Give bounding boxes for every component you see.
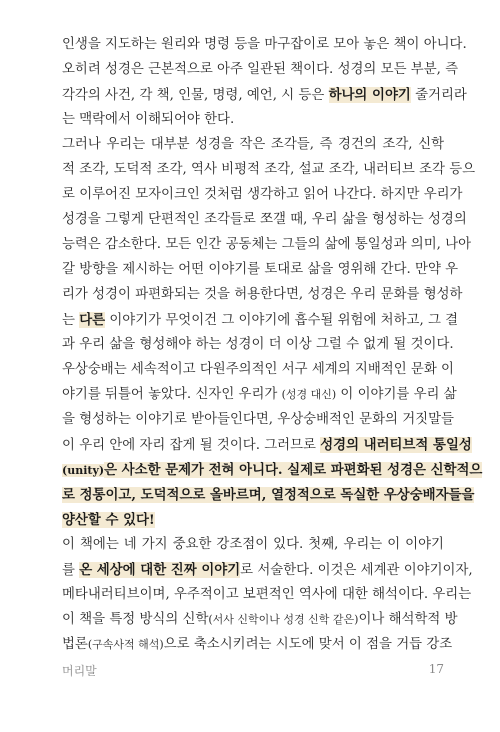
text-line: [62, 636, 453, 654]
text-line: [62, 611, 458, 629]
text-run: 로 이루어진 모자이크인 것처럼 생각하고 읽어 나간다. 하지만 우리가: [62, 187, 463, 202]
text-run: 메타내러티브이며, 우주적이고 보편적인 역사에 대한 해석이다. 우리는: [62, 587, 472, 602]
text-run: 이나 해석학적 방: [358, 612, 458, 627]
highlighted-phrase: 다른: [79, 312, 106, 328]
text-run: 로 서술한다. 이것은 세계관 이야기이자,: [240, 563, 473, 578]
text-run: 능력은 감소한다. 모든 인간 공동체는 그들의 삶에 통일성과 의미, 나아: [62, 237, 472, 252]
text-line: [62, 161, 476, 179]
text-run: 는 맥락에서 이해되어야 한다.: [62, 112, 235, 127]
text-run: 적 조각, 도덕적 조각, 역사 비평적 조각, 설교 조각, 내러티브 조각 등으: [62, 162, 476, 177]
text-line: [62, 586, 472, 604]
text-line: [62, 86, 467, 104]
text-run: 그러나 우리는 대부분 성경을 작은 조각들, 즉 경건의 조각, 신학: [62, 137, 444, 152]
text-run: 줄거리라: [410, 88, 467, 103]
text-line: [62, 211, 467, 229]
highlighted-phrase: 로 정통이고, 도덕적으로 올바르며, 열정적으로 독실한 우상숭배자들을: [62, 487, 475, 503]
text-run: 각각의 사건, 각 책, 인물, 명령, 예언, 시 등은: [62, 88, 329, 103]
text-run: 갈 방향을 제시하는 어떤 이야기를 토대로 삶을 영위해 간다. 만약 우: [62, 262, 459, 277]
text-run: 리가 성경이 파편화되는 것을 허용한다면, 성경은 우리 문화를 형성하: [62, 287, 463, 302]
text-run: 우상숭배는 세속적이고 다원주의적인 서구 세계의 지배적인 문화 이: [62, 362, 454, 377]
text-run: 이 우리 안에 자리 잡게 될 것이다. 그러므로: [62, 438, 321, 453]
text-run: 이 책에는 네 가지 중요한 강조점이 있다. 첫째, 우리는 이 이야기: [62, 537, 444, 552]
text-line: [62, 536, 444, 554]
text-line: [62, 511, 444, 529]
text-run: 인생을 지도하는 원리와 명령 등을 마구잡이로 모아 놓은 책이 아니다.: [62, 37, 467, 52]
parenthetical-note: (서사 신학이나 성경 신학 같은): [208, 613, 359, 626]
text-run: 는: [62, 313, 80, 328]
text-line: [62, 486, 475, 504]
page-number: 17: [428, 662, 444, 676]
text-line: [62, 236, 472, 254]
text-run: 이야기가 무엇이건 그 이야기에 흡수될 위험에 처하고, 그 결: [105, 313, 459, 328]
text-line: [62, 561, 473, 579]
text-run: 야기를 뒤틀어 놓았다. 신자인 우리가: [62, 387, 282, 402]
text-run: 으로 축소시키려는 시도에 맞서 이 점을 거듭 강조: [163, 637, 453, 652]
parenthetical-note: (구속사적 해석): [87, 638, 164, 651]
text-line: [62, 336, 454, 354]
text-run: 성경을 그렇게 단편적인 조각들로 쪼갤 때, 우리 삶을 형성하는 성경의: [62, 212, 467, 227]
text-line: [62, 111, 444, 129]
text-line: [62, 411, 454, 429]
text-run: 오히려 성경은 근본적으로 아주 일관된 책이다. 성경의 모든 부분, 즉: [62, 62, 459, 77]
text-run: 를: [62, 563, 80, 578]
text-line: [62, 361, 454, 379]
text-run: 이 이야기를 우리 삶: [336, 387, 457, 402]
text-line: [62, 436, 472, 454]
highlighted-phrase: (unity): [62, 464, 105, 477]
highlighted-phrase: 은 사소한 문제가 전혀 아니다. 실제로 파편화된 성경은 신학적으: [104, 462, 483, 478]
text-line: [62, 186, 463, 204]
highlighted-phrase: 양산할 수 있다!: [62, 512, 155, 528]
text-line: [62, 461, 483, 479]
highlighted-phrase: 하나의 이야기: [328, 87, 411, 103]
text-run: 법론: [62, 637, 88, 652]
text-line: [62, 286, 463, 304]
highlighted-phrase: 온 세상에 대한 진짜 이야기: [79, 562, 241, 578]
running-footer-title: 머리말: [62, 664, 97, 678]
text-line: [62, 261, 459, 279]
text-run: 과 우리 삶을 형성해야 하는 성경이 더 이상 그럴 수 없게 될 것이다.: [62, 337, 454, 352]
text-run: 을 형성하는 이야기로 받아들인다면, 우상숭배적인 문화의 거짓말들: [62, 412, 454, 427]
text-run: 이 책을 특정 방식의 신학: [62, 612, 209, 627]
text-line: [62, 36, 467, 54]
text-line: [62, 61, 459, 79]
text-line: [62, 386, 457, 404]
text-line: [62, 311, 459, 329]
text-line: [62, 136, 444, 154]
parenthetical-note: (성경 대신): [281, 388, 337, 401]
highlighted-phrase: 성경의 내러티브적 통일성: [320, 437, 472, 453]
